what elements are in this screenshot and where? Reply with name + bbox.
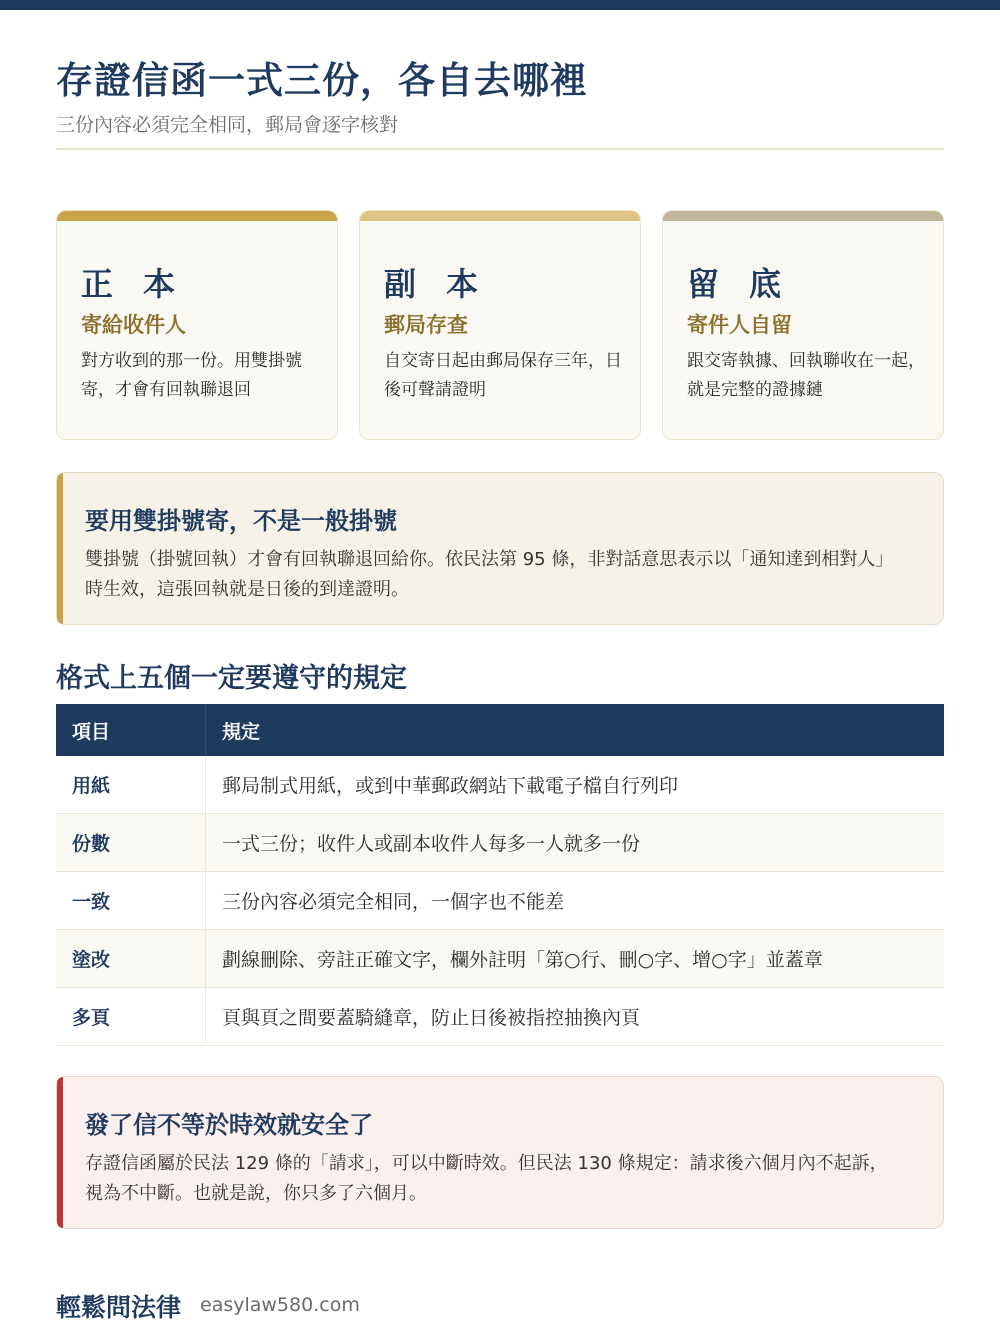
callout-accent-bar: [57, 1077, 63, 1228]
table-row: [56, 988, 944, 1046]
table-row: [56, 872, 944, 930]
row-item: 一致: [56, 872, 206, 929]
card-color-strip: [663, 211, 943, 221]
row-rule: 劃線刪除、旁註正確文字，欄外註明「第○行、刪○字、增○字」並蓋章: [222, 949, 823, 971]
page-title: 存證信函一式三份，各自去哪裡: [56, 59, 588, 102]
row-rule: 一式三份；收件人或副本收件人每多一人就多一份: [222, 833, 641, 855]
card-title: 留底: [687, 265, 812, 303]
row-rule: 頁與頁之間要蓋騎縫章，防止日後被指控抽換內頁: [222, 1007, 641, 1029]
table-row: [56, 930, 944, 988]
section-heading: 格式上五個一定要遵守的規定: [56, 663, 407, 694]
card-role: 寄件人自留: [687, 313, 792, 337]
table-row: [56, 814, 944, 872]
card-role: 寄給收件人: [81, 313, 186, 337]
callout-accent-bar: [57, 473, 63, 624]
row-item: 塗改: [56, 930, 206, 987]
card-original: [56, 210, 338, 440]
card-description: 跟交寄執據、回執聯收在一起，就是完整的證據鏈: [687, 351, 925, 400]
card-title: 副本: [384, 265, 509, 303]
callout-title: 發了信不等於時效就安全了: [85, 1111, 373, 1139]
card-description: 對方收到的那一份。用雙掛號寄，才會有回執聯退回: [81, 351, 302, 400]
row-item: 用紙: [56, 756, 206, 813]
callout-title: 要用雙掛號寄，不是一般掛號: [85, 507, 397, 535]
rules-table: [56, 704, 944, 1046]
header-divider: [56, 148, 944, 150]
row-item: 多頁: [56, 988, 206, 1045]
registered-mail-callout: [56, 472, 944, 625]
table-header: [56, 704, 944, 756]
table-row: [56, 756, 944, 814]
footer-brand: 輕鬆問法律: [56, 1293, 182, 1322]
column-header-rule: 規定: [222, 720, 261, 743]
card-role: 郵局存查: [384, 313, 468, 337]
footer-site-link[interactable]: easylaw580.com: [200, 1294, 360, 1316]
callout-body: 雙掛號（掛號回執）才會有回執聯退回給你。依民法第 95 條，非對話意思表示以「通知達到相對人」時生效，這張回執就是日後的到達證明。: [85, 549, 894, 600]
card-duplicate: [359, 210, 641, 440]
card-color-strip: [57, 211, 337, 221]
page-subtitle: 三份內容必須完全相同，郵局會逐字核對: [56, 114, 399, 136]
card-description: 自交寄日起由郵局保存三年，日後可聲請證明: [384, 351, 622, 400]
card-color-strip: [360, 211, 640, 221]
callout-body: 存證信函屬於民法 129 條的「請求」，可以中斷時效。但民法 130 條規定：請求後六個月內不起訴，視為不中斷。也就是說，你只多了六個月。: [85, 1153, 888, 1204]
top-accent-bar: [0, 0, 1000, 10]
limitation-warning-callout: [56, 1076, 944, 1229]
row-rule: 三份內容必須完全相同，一個字也不能差: [222, 891, 565, 913]
row-rule: 郵局制式用紙，或到中華郵政網站下載電子檔自行列印: [222, 775, 679, 797]
card-title: 正本: [81, 265, 206, 303]
row-item: 份數: [56, 814, 206, 871]
column-header-item: 項目: [56, 704, 206, 756]
card-retained: [662, 210, 944, 440]
